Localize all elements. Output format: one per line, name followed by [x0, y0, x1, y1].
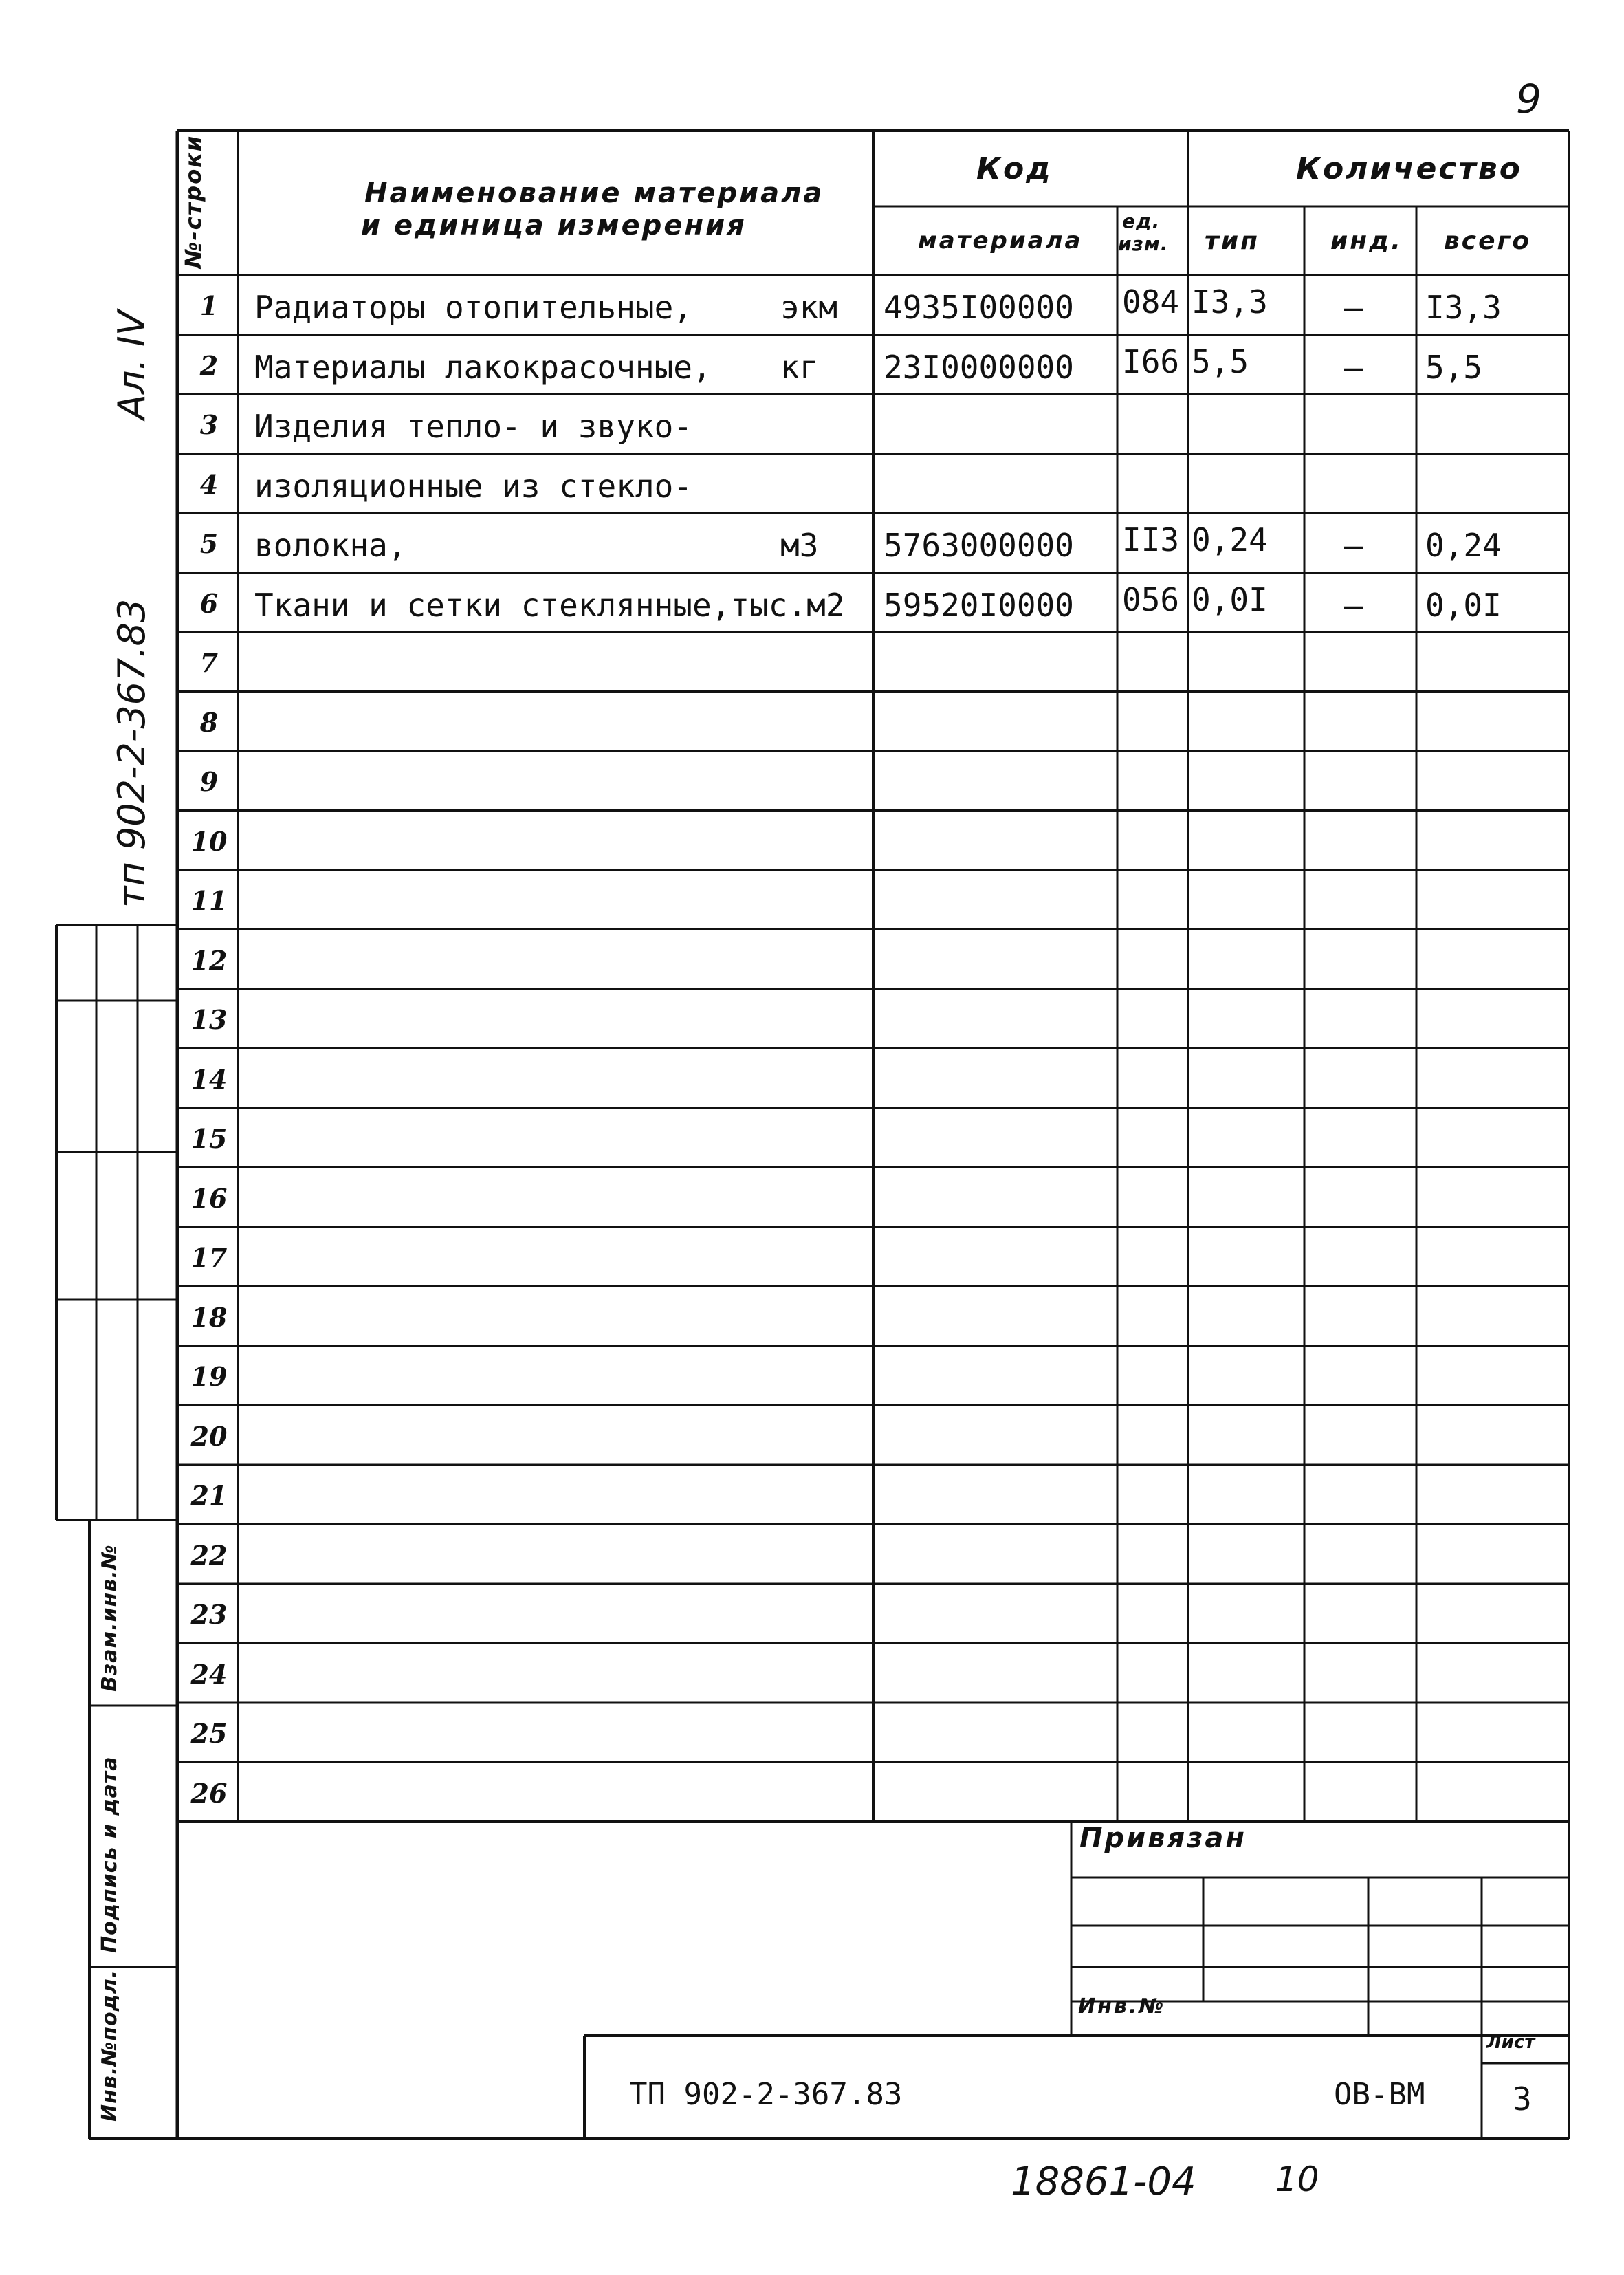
name-header-line2: и единица измерения — [361, 210, 747, 241]
row-n: 3 — [199, 409, 219, 440]
row-unit: м3 — [780, 527, 819, 564]
row-n: 17 — [190, 1242, 228, 1273]
row-n: 7 — [199, 647, 219, 678]
inv-number-label: Инв.№ — [1078, 1994, 1166, 2018]
quantity-header: Количество — [1296, 151, 1522, 186]
row-total: 5,5 — [1425, 348, 1483, 386]
row-ind: – — [1344, 586, 1363, 624]
row-n: 19 — [190, 1361, 228, 1392]
row-ucode: 084 — [1122, 283, 1180, 320]
row-n: 4 — [199, 468, 219, 500]
order-number: 18861-04 — [1011, 2159, 1196, 2204]
row-name: Ткани и сетки стеклянные,тыс.м2 — [254, 586, 845, 624]
row-name: изоляционные из стекло- — [254, 467, 692, 505]
row-name: волокна, — [254, 527, 407, 564]
row-n: 20 — [190, 1420, 228, 1452]
project-label: тп 902-2-367.83 — [110, 598, 153, 908]
row-n: 18 — [190, 1301, 228, 1333]
row-type: 0,0I — [1192, 580, 1268, 618]
row-n: 8 — [199, 706, 219, 738]
row-n: 14 — [190, 1063, 228, 1095]
type-header: тип — [1205, 227, 1260, 255]
privyazan-label: Привязан — [1079, 1822, 1247, 1854]
material-code-header: материала — [918, 227, 1083, 254]
ind-header: инд. — [1330, 227, 1403, 255]
row-type: I3,3 — [1192, 283, 1268, 320]
row-ucode: 056 — [1122, 580, 1180, 618]
name-header-line1: Наименование материала — [364, 177, 824, 209]
sheet-number: 3 — [1513, 2080, 1532, 2118]
row-n: 26 — [190, 1777, 228, 1809]
row-n: 13 — [190, 1004, 228, 1035]
row-ind: – — [1344, 348, 1363, 386]
sheet-label: Лист — [1486, 2032, 1535, 2053]
document-code: ТП 902-2-367.83 — [629, 2077, 903, 2112]
row-unit: экм — [780, 289, 838, 326]
row-n: 5 — [199, 528, 219, 559]
row-code: 5763000000 — [884, 527, 1074, 564]
row-n: 6 — [199, 587, 219, 619]
inv-podl-label: Инв.№подл. — [98, 1969, 122, 2122]
unit-header-line2: изм. — [1118, 232, 1169, 255]
page-mark: 9 — [1516, 76, 1541, 122]
row-ucode: I66 — [1122, 342, 1180, 380]
album-label: Ал. IV — [110, 310, 153, 420]
row-ind: – — [1344, 527, 1363, 564]
row-code: 23I0000000 — [884, 348, 1074, 386]
unit-header-line1: ед. — [1122, 210, 1161, 232]
row-code: 4935I00000 — [884, 289, 1074, 326]
row-n: 25 — [190, 1718, 228, 1749]
row-n: 12 — [190, 944, 228, 976]
row-n: 10 — [190, 825, 228, 857]
row-n: 24 — [190, 1658, 228, 1690]
row-n: 2 — [199, 349, 219, 381]
row-n: 9 — [199, 766, 219, 797]
vzam-inv-label: Взам.инв.№ — [98, 1544, 122, 1692]
row-ind: – — [1344, 289, 1363, 326]
row-type: 5,5 — [1192, 342, 1249, 380]
row-name: Материалы лакокрасочные, — [254, 348, 712, 386]
row-name: Радиаторы отопительные, — [254, 289, 692, 326]
row-name: Изделия тепло- и звуко- — [254, 408, 692, 445]
row-n: 22 — [190, 1539, 228, 1571]
document-mark: ОВ-ВМ — [1334, 2077, 1425, 2112]
row-total: I3,3 — [1425, 289, 1502, 326]
row-code: 59520I0000 — [884, 586, 1074, 624]
row-unit: кг — [780, 348, 819, 386]
signature-date-label: Подпись и дата — [98, 1756, 122, 1953]
row-n: 1 — [199, 290, 219, 321]
row-ucode: II3 — [1122, 521, 1180, 558]
row-n: 23 — [190, 1599, 228, 1630]
row-number-header: №-строки — [180, 134, 206, 268]
row-type: 0,24 — [1192, 521, 1268, 558]
row-n: 16 — [190, 1182, 228, 1214]
row-total: 0,24 — [1425, 527, 1502, 564]
row-n: 21 — [190, 1480, 228, 1511]
code-header: Код — [976, 151, 1053, 186]
row-n: 15 — [190, 1123, 228, 1154]
row-n: 11 — [190, 885, 228, 916]
copy-number: 10 — [1275, 2159, 1319, 2199]
total-header: всего — [1444, 227, 1532, 255]
row-total: 0,0I — [1425, 586, 1502, 624]
